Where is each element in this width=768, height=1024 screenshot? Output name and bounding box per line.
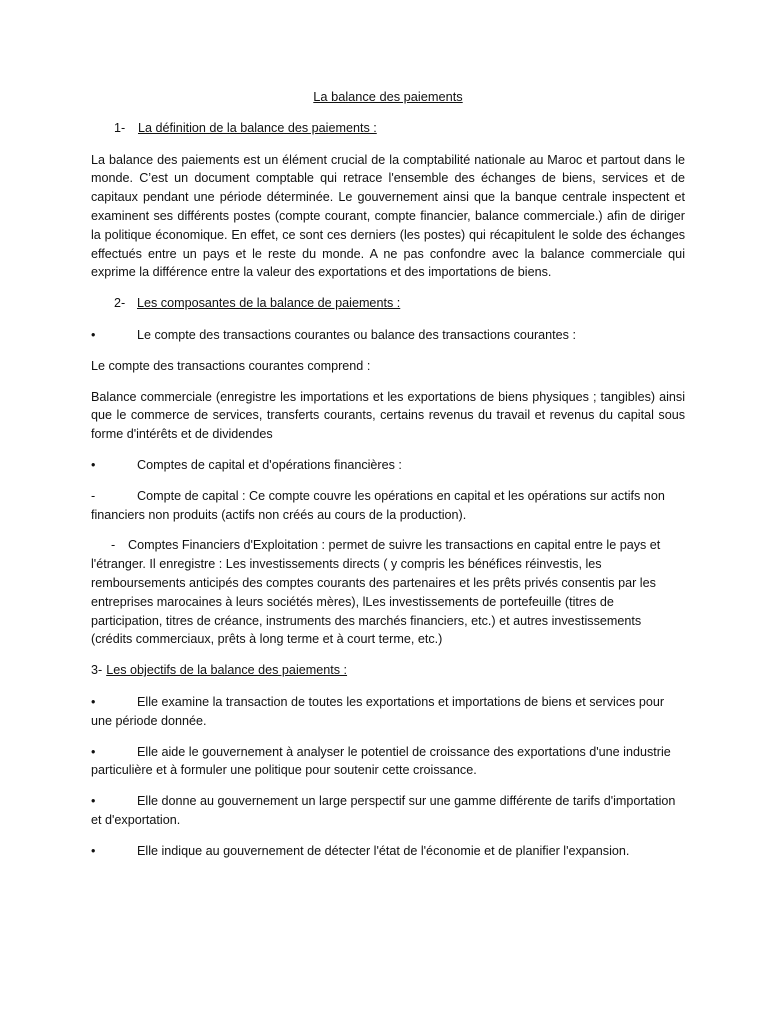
section-3-bullet [91,693,685,731]
section-2-dash-2 [91,536,685,649]
section-2-heading [91,294,685,313]
dash-text: Comptes Financiers d'Exploitation : permet de suivre les transactions en capital entre le pays et l'étranger. Il enregistre : Les investissements directs ( y compris les bénéfices réinvestis, les remboursements anticipés des comptes courants des partenaires et les prêts privés consentis par les entreprises marocaines à leurs sociétés mères), lLes investissements de portefeuille (titres de participation, titres de créance, instruments des marchés financiers, etc.) et autres investissements (crédits commerciaux, prêts à long terme et à court terme, etc.) [91,538,661,647]
bullet-text: Elle aide le gouvernement à analyser le potentiel de croissance des exportations d'une industrie particulière et à formuler une politique pour soutenir cette croissance. [91,744,671,778]
dash-mark: - [91,488,96,503]
section-3-heading [91,661,685,680]
dash-mark: - [111,538,116,553]
section-2-dash-1 [91,487,685,525]
section-2-title: Les composantes de la balance de paiements : [137,296,401,311]
section-3-bullet [91,842,685,861]
bullet-text: Le compte des transactions courantes ou balance des transactions courantes : [137,327,576,342]
section-3-bullet [91,792,685,830]
document-title: La balance des paiements [313,89,463,104]
bullet-mark: • [91,327,96,342]
section-2-number: 2- [114,296,126,311]
bullet-mark: • [91,744,96,759]
bullet-text: Elle examine la transaction de toutes les exportations et importations de biens et services pour une période donnée. [91,694,665,728]
bullet-text: Comptes de capital et d'opérations financières : [137,457,402,472]
section-3-bullet [91,743,685,781]
section-3-number: 3- [91,663,103,678]
bullet-mark: • [91,457,96,472]
bullet-mark: • [91,694,96,709]
section-2-intro: Le compte des transactions courantes comprend : [91,358,371,373]
section-2-paragraph: Balance commerciale (enregistre les importations et les exportations de biens physiques ; tangibles) ainsi que le commerce de services, transferts courants, certains revenus du travail et revenus du capital sous forme d'intérêts et de dividendes [91,389,685,442]
section-1-paragraph: La balance des paiements est un élément crucial de la comptabilité nationale au Maroc et partout dans le monde. C’est un document comptable qui retrace l'ensemble des échanges de biens, services et de capitaux pendant une période déterminée. Le gouvernement ainsi que la banque centrale inspectent et examinent ses différents postes (compte courant, compte financier, balance commerciale.) afin de diriger la politique économique. En effet, ce sont ces derniers (les postes) qui récapitulent le solde des échanges effectués entre un pays et le reste du monde. A ne pas confondre avec la balance commerciale qui exprime la différence entre la valeur des exportations et des importations de biens. [91,152,685,280]
dash-text: Compte de capital : Ce compte couvre les opérations en capital et les opérations sur actifs non financiers non produits (actifs non créés au cours de la production). [91,488,665,522]
section-1-number: 1- [114,120,126,135]
section-1-title: La définition de la balance des paiements : [138,120,377,135]
section-1-heading [91,119,685,138]
bullet-text: Elle indique au gouvernement de détecter l'état de l'économie et de planifier l'expansion. [137,843,630,858]
bullet-mark: • [91,843,96,858]
document-page [91,88,685,873]
section-2-bullet-1 [91,326,685,345]
section-2-bullet-2 [91,456,685,475]
bullet-text: Elle donne au gouvernement un large perspectif sur une gamme différente de tarifs d'importation et d'exportation. [91,794,676,827]
section-3-title: Les objectifs de la balance des paiements : [106,663,348,678]
bullet-mark: • [91,794,96,809]
